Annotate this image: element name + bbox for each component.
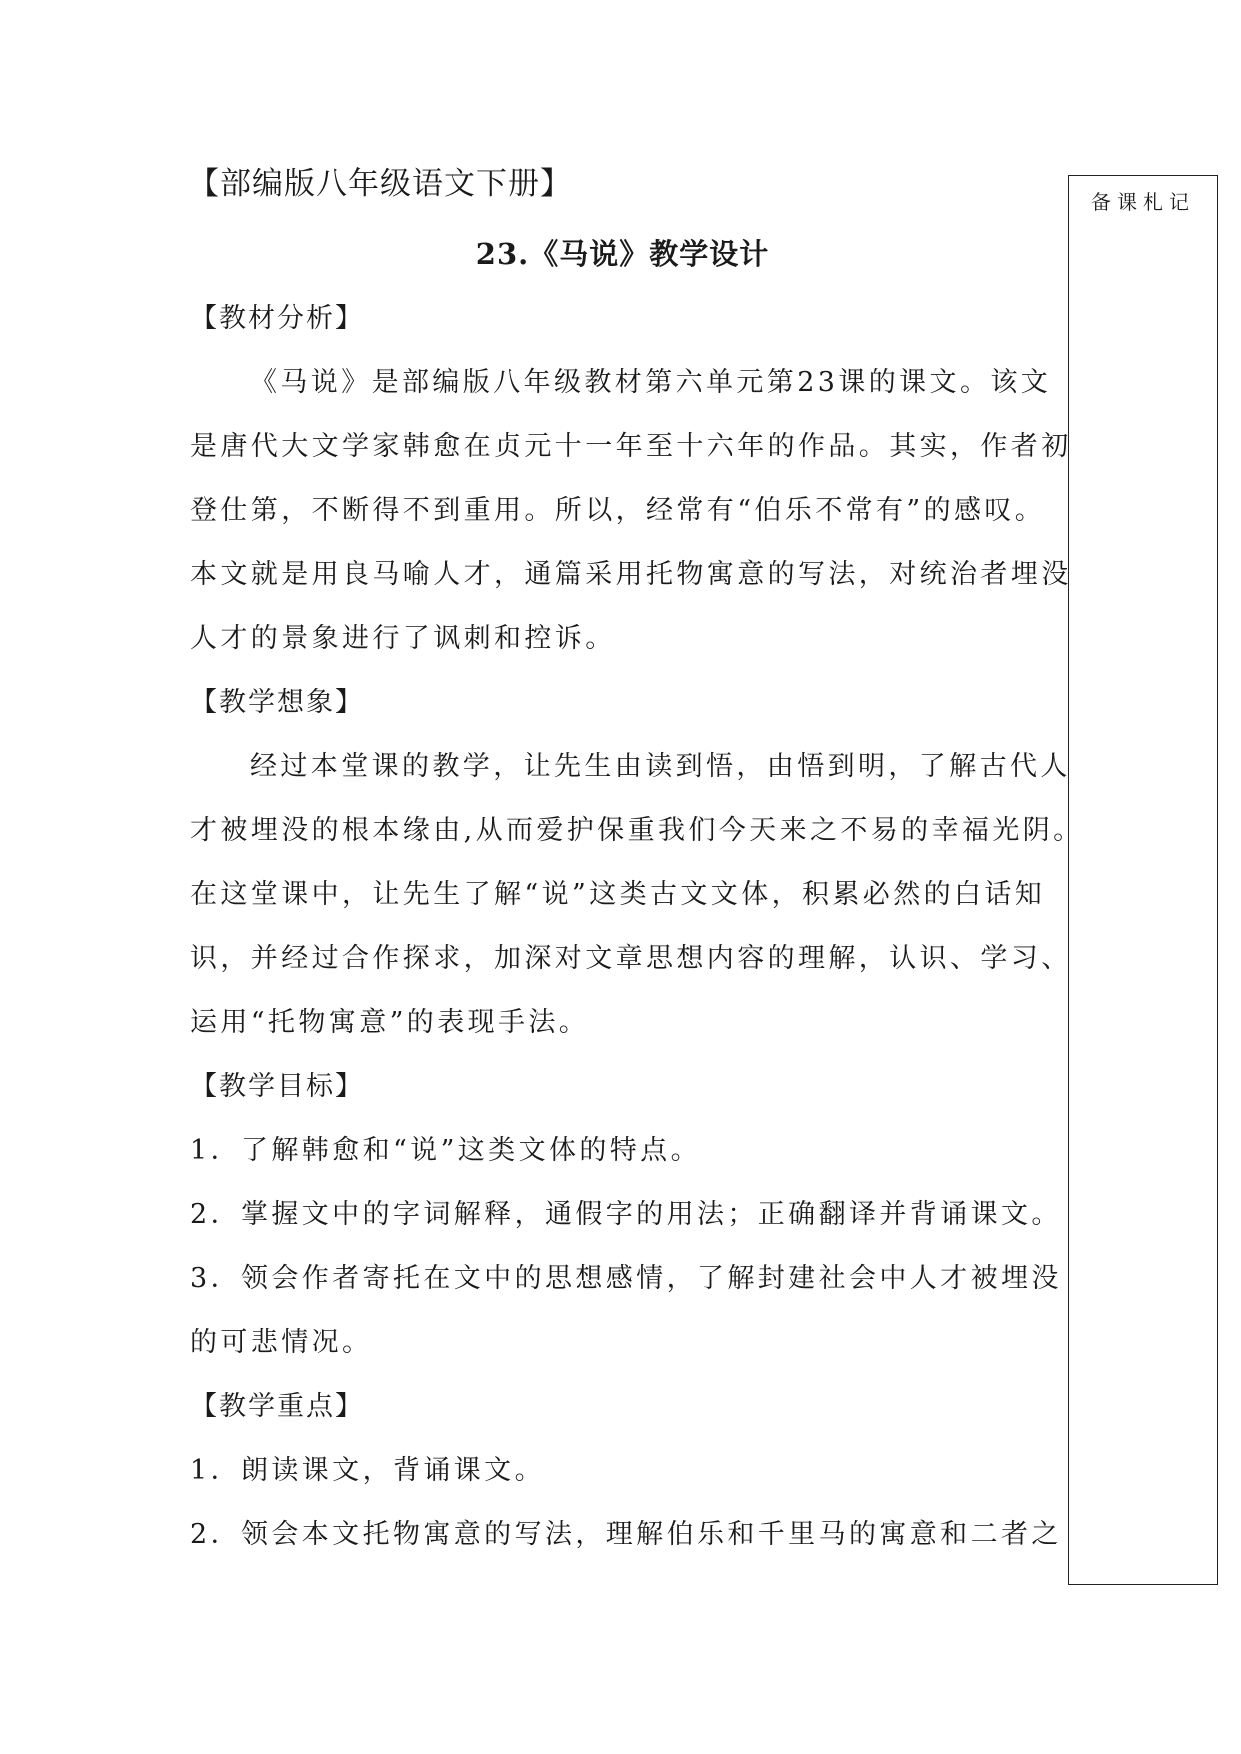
section-heading-analysis: 【教材分析】 — [190, 303, 364, 334]
section-heading-goals: 【教学目标】 — [190, 1071, 364, 1102]
section-heading-concept: 【教学想象】 — [190, 687, 364, 718]
paragraph-line: 运用“托物寓意”的表现手法。 — [190, 1007, 590, 1038]
document-header: 【部编版八年级语文下册】 — [188, 166, 572, 202]
goal-item: 2．掌握文中的字词解释，通假字的用法；正确翻译并背诵课文。 — [190, 1199, 1062, 1230]
lesson-notes-label: 备课札记 — [1091, 190, 1195, 214]
paragraph-line: 《马说》是部编版八年级教材第六单元第23课的课文。该文 — [250, 367, 1052, 398]
paragraph-line: 人才的景象进行了讽刺和控诉。 — [190, 623, 616, 654]
paragraph-line: 是唐代大文学家韩愈在贞元十一年至十六年的作品。其实，作者初 — [190, 431, 1072, 462]
paragraph-line: 登仕第，不断得不到重用。所以，经常有“伯乐不常有”的感叹。 — [190, 495, 1046, 526]
paragraph-line: 识，并经过合作探求，加深对文章思想内容的理解，认识、学习、 — [190, 943, 1072, 974]
paragraph-line: 经过本堂课的教学，让先生由读到悟，由悟到明，了解古代人 — [250, 751, 1071, 782]
paragraph-line: 本文就是用良马喻人才，通篇采用托物寓意的写法，对统治者埋没 — [190, 559, 1072, 590]
paragraph-line: 才被埋没的根本缘由,从而爱护保重我们今天来之不易的幸福光阴。 — [190, 815, 1084, 846]
key-point-item: 2．领会本文托物寓意的写法，理解伯乐和千里马的寓意和二者之 — [190, 1519, 1062, 1550]
goal-item: 1．了解韩愈和“说”这类文体的特点。 — [190, 1135, 701, 1166]
key-point-item: 1．朗读课文，背诵课文。 — [190, 1455, 545, 1486]
title-text: 23.《马说》教学设计 — [475, 237, 770, 271]
paragraph-line: 在这堂课中，让先生了解“说”这类古文文体，积累必然的白话知 — [190, 879, 1046, 910]
document-title — [0, 232, 1241, 273]
lesson-notes-box — [1068, 175, 1218, 1585]
goal-item: 的可悲情况。 — [190, 1327, 373, 1358]
goal-item: 3．领会作者寄托在文中的思想感情，了解封建社会中人才被埋没 — [190, 1263, 1062, 1294]
section-heading-key-points: 【教学重点】 — [190, 1391, 364, 1422]
